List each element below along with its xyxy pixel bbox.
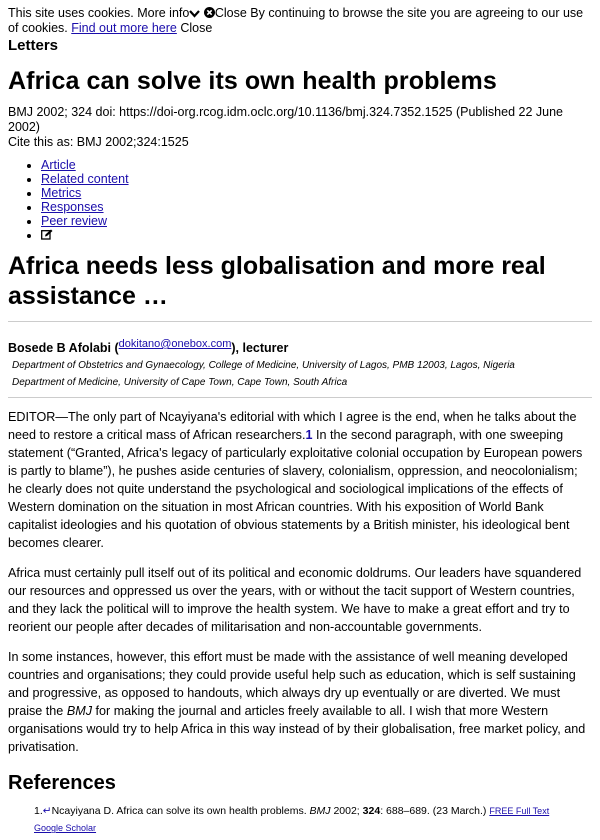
cookie-close-link[interactable]: Close — [180, 21, 213, 35]
author-name: Bosede B Afolabi ( — [8, 341, 119, 356]
reference-link[interactable]: 1 — [305, 428, 313, 443]
cookie-close-button[interactable]: Close — [214, 6, 247, 20]
journal-name: BMJ — [66, 704, 92, 719]
paragraph — [8, 408, 592, 552]
references-list — [8, 803, 592, 837]
find-out-more-link[interactable]: Find out more here — [71, 21, 177, 35]
tab-related-content-link[interactable]: Related content — [41, 172, 129, 186]
tab-related-content — [41, 172, 592, 186]
chevron-down-icon[interactable] — [189, 7, 200, 21]
cookie-banner — [8, 0, 592, 35]
reference-text: Ncayiyana D. Africa can solve its own health problems. — [51, 805, 310, 818]
free-full-text-link[interactable]: FREE Full Text — [489, 806, 550, 817]
reference-text: 2002; — [330, 805, 363, 818]
article-tabs — [8, 158, 592, 243]
paragraph: Africa must certainly pull itself out of its political and economic doldrums. Our leaders have squandered our resources and oppressed us over the years, with or without the tacit support of Western countries, and they lack the political will to improve the health system. We have to make a great effort and try to reorient our people after decades of militarisation and non-accountable governments. — [8, 566, 582, 635]
google-scholar-link[interactable]: Google Scholar — [34, 823, 97, 834]
section-label: Letters — [8, 37, 59, 54]
tab-metrics — [41, 186, 592, 200]
back-link[interactable]: ↵ — [42, 805, 52, 818]
cookie-text: This site uses cookies. More info — [8, 6, 190, 20]
paragraph-text: In the second paragraph, with one sweeping statement (“Granted, Africa's legacy of particularly exploitative colonial occupation by European powers is partly to blame”), he pushes aside centuries of slavery, colonialism, oppression, and neocolonialism; he clearly does not quite understand the psychological and sociological implications of the effects of Western domination on the situation in most African countries. With his exposition of World Bank capitalist ideologies and his quotation of obvious statements by a British minister, his ideological bent becomes clearer. — [8, 428, 583, 551]
divider — [8, 321, 592, 322]
tab-peer-review — [41, 214, 592, 228]
references-heading: References — [8, 772, 116, 795]
citation-cite-as: Cite this as: BMJ 2002;324:1525 — [8, 135, 189, 149]
letter-headline: Africa needs less globalisation and more real assistance … — [8, 252, 546, 310]
affiliation: Department of Medicine, University of Cape Town, Cape Town, South Africa — [12, 377, 348, 389]
tab-metrics-link[interactable]: Metrics — [41, 186, 82, 200]
paragraph — [8, 648, 592, 756]
cookie-consent-text: By continuing to browse the site you are agreeing to our use of cookies. — [8, 6, 584, 35]
paragraph-text: In some instances, however, this effort must be made with the assistance of well meaning developed countries and organisations; they could provide useful help such as education, which is self sustaining and progressive, as opposed to handouts, which always dry up eventually or are diverted. We must praise the — [8, 650, 576, 719]
reference-item — [34, 803, 592, 837]
reference-number: 1. — [34, 805, 43, 818]
paragraph-text: EDITOR—The only part of Ncayiyana's editorial with which I agree is the end, when he talks about the need to restore a critical mass of African researchers. — [8, 410, 577, 443]
reference-text: : 688–689. (23 March.) — [380, 805, 490, 818]
tab-edit — [41, 228, 592, 243]
affiliation: Department of Obstetrics and Gynaecology, College of Medicine, University of Lagos, PMB 12003, Lagos, Nigeria — [12, 360, 515, 372]
affiliations — [8, 357, 592, 391]
author-email-link[interactable]: dokitano@onebox.com — [118, 338, 232, 350]
paragraph-text: for making the journal and articles freely available to all. I wish that more Western organisations would try to help Africa in this way instead of by their globalisation, free market policy, and privatisation. — [8, 704, 586, 755]
article-title: Africa can solve its own health problems — [8, 67, 497, 95]
divider — [8, 397, 592, 398]
letter-body — [8, 408, 592, 756]
citation-doi: BMJ 2002; 324 doi: https://doi-org.rcog.idm.oclc.org/10.1136/bmj.324.7352.1525 (Published 22 June 2002) — [8, 105, 563, 134]
tab-responses-link[interactable]: Responses — [41, 200, 104, 214]
tab-peer-review-link[interactable]: Peer review — [41, 214, 107, 228]
close-icon[interactable] — [204, 7, 215, 21]
author-role: ), lecturer — [231, 341, 289, 356]
edit-icon[interactable] — [41, 229, 53, 243]
reference-volume: 324 — [362, 805, 381, 818]
citation — [8, 105, 592, 150]
tab-article-link[interactable]: Article — [41, 158, 76, 172]
author-line — [8, 338, 592, 355]
tab-article — [41, 158, 592, 172]
tab-responses — [41, 200, 592, 214]
reference-journal: BMJ — [309, 805, 331, 818]
